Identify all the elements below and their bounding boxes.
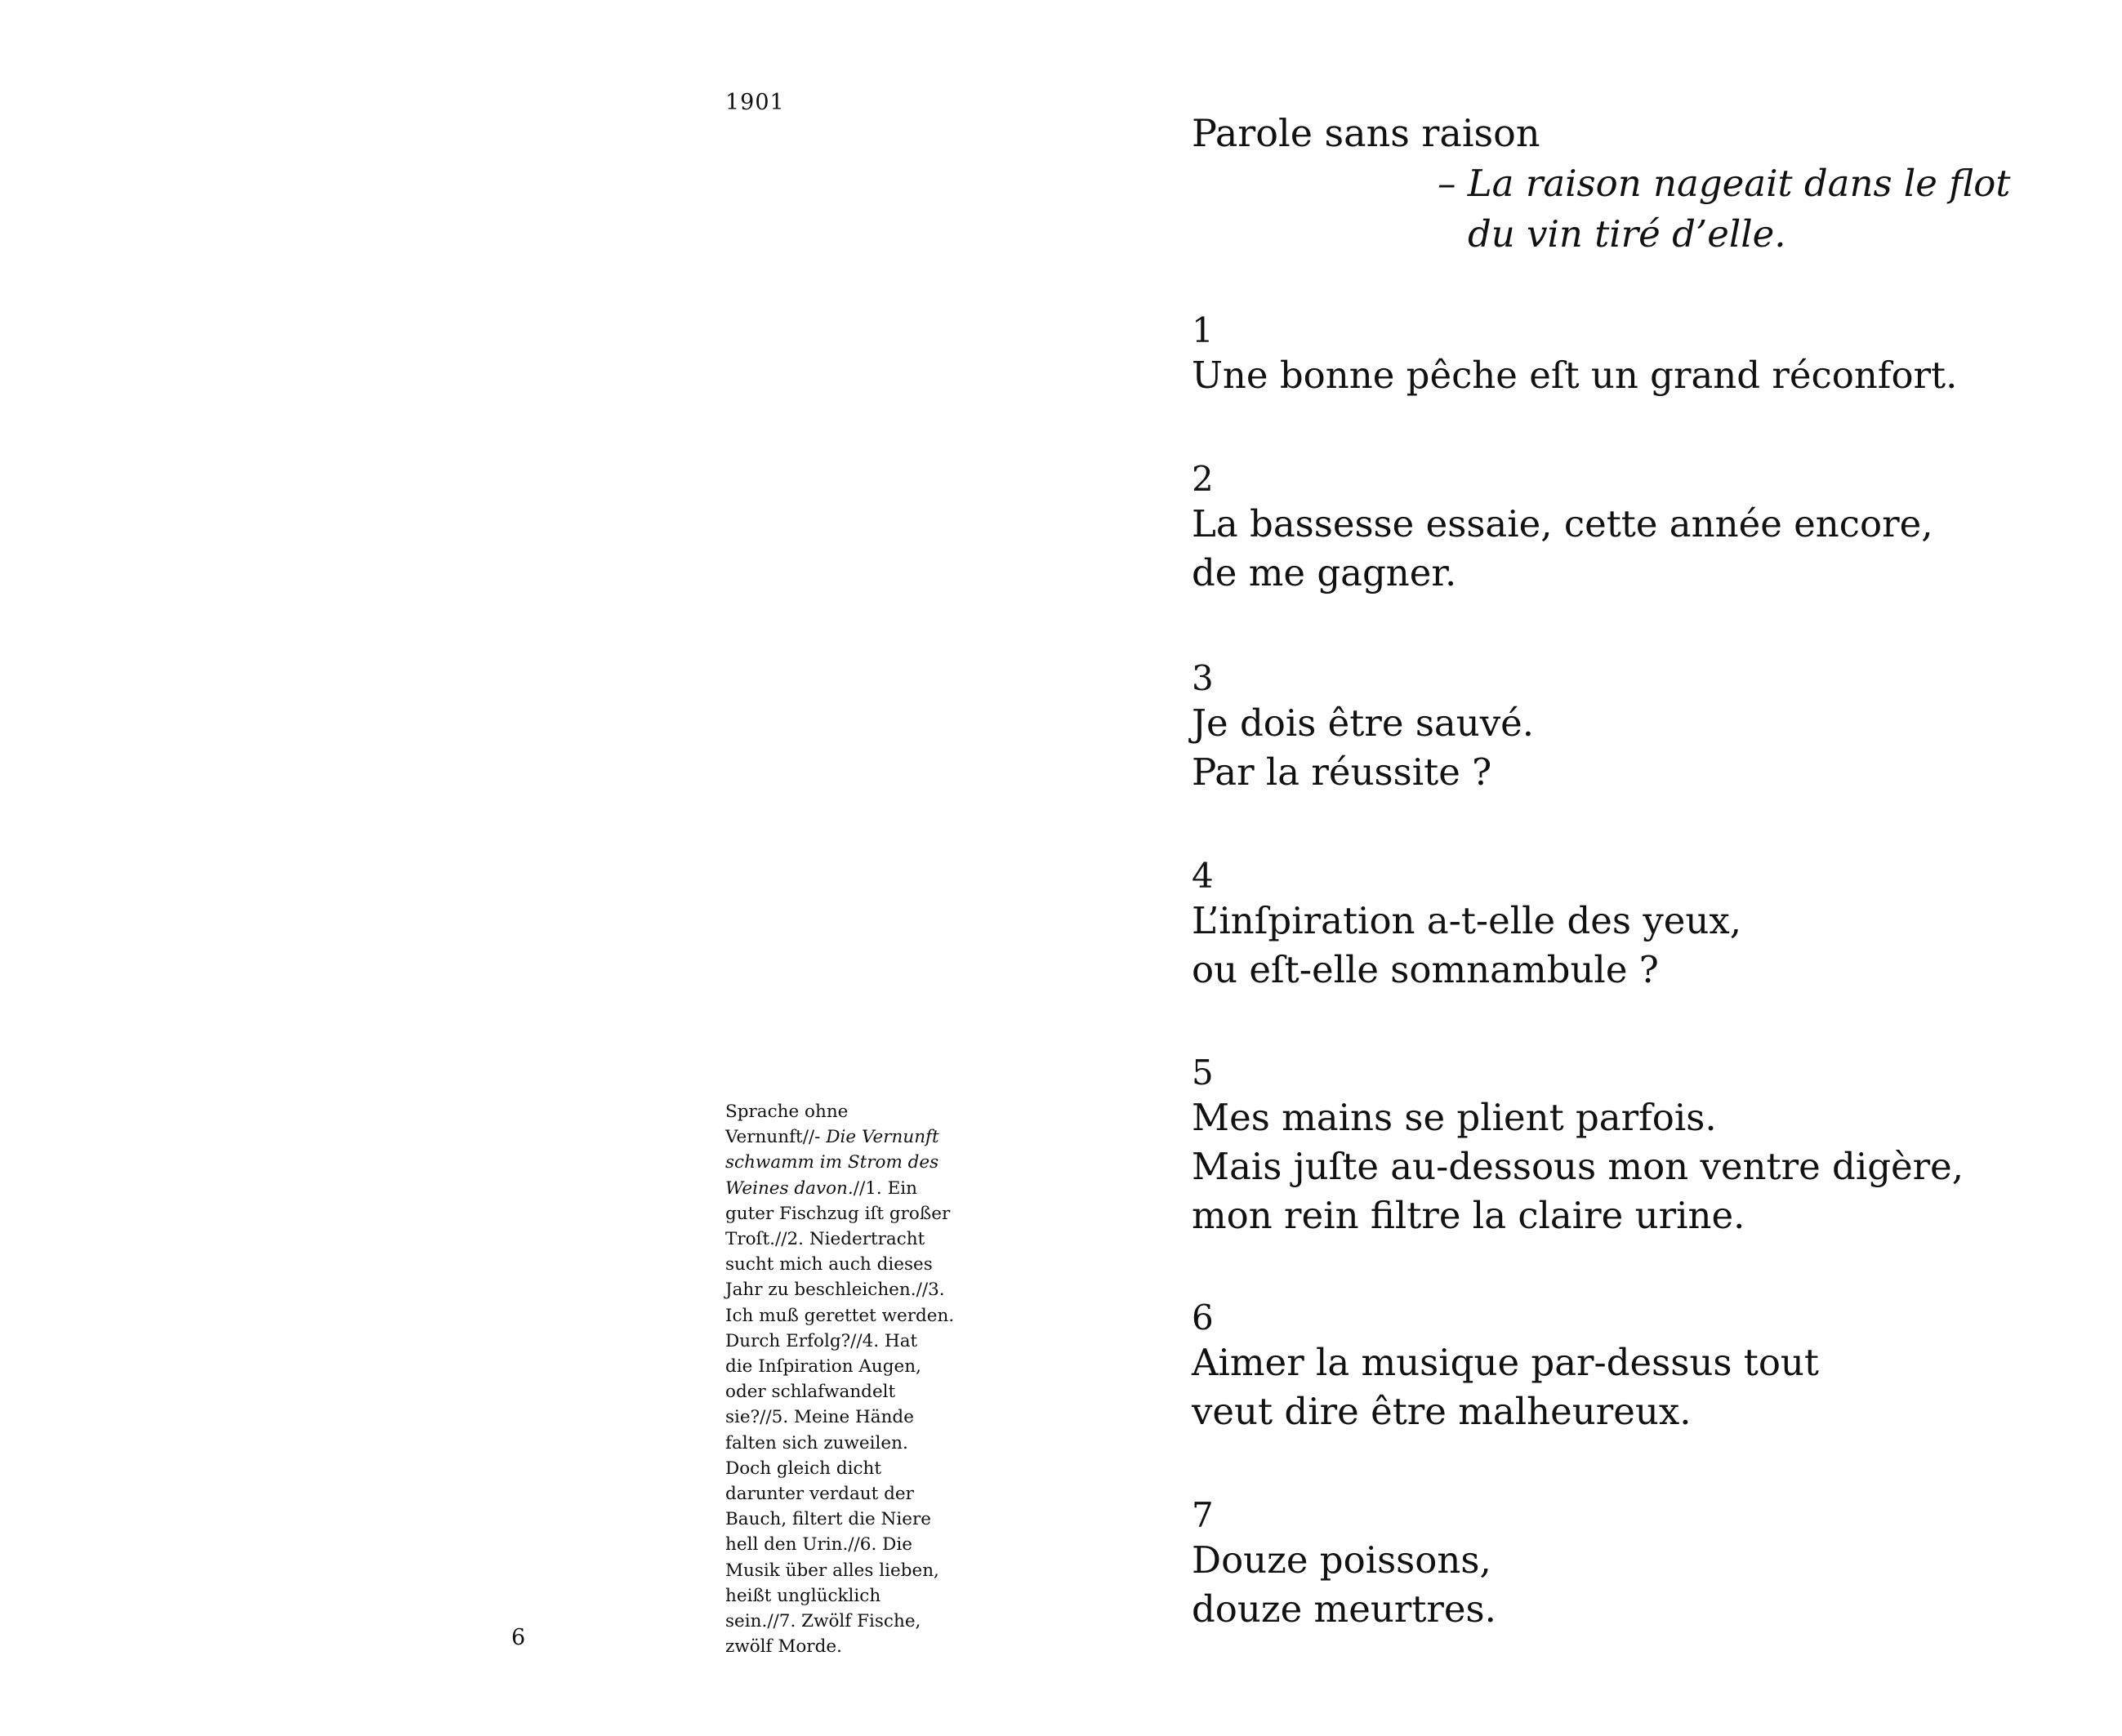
section-number: 4 xyxy=(1192,856,1214,896)
page-number: 6 xyxy=(511,1625,526,1650)
translation-line xyxy=(725,1252,954,1277)
verse-line: de me gagner. xyxy=(1192,551,1457,594)
verse-line: mon rein filtre la claire urine. xyxy=(1192,1194,1745,1237)
translation-line xyxy=(725,1201,954,1226)
translation-text: Bauch, filtert die Niere xyxy=(725,1509,931,1530)
poem-section-5 xyxy=(1192,1053,1964,1240)
section-number: 5 xyxy=(1192,1053,1214,1093)
translation-text: Sprache ohne xyxy=(725,1102,849,1122)
translation-text: oder schlafwandelt xyxy=(725,1382,896,1403)
verse-line: La bassesse essaie, cette année encore, xyxy=(1192,502,1933,545)
section-number: 6 xyxy=(1192,1298,1214,1338)
german-translation-note xyxy=(725,1099,954,1659)
translation-text: Durch Erfolg?//4. Hat xyxy=(725,1330,918,1351)
verse-line: Mais juſte au-dessous mon ventre digère, xyxy=(1192,1145,1964,1188)
running-head-year: 1901 xyxy=(725,90,785,115)
verse-line: Par la réussite ? xyxy=(1192,750,1492,794)
translation-text: Troſt.//2. Niedertracht xyxy=(725,1229,925,1250)
translation-text: guter Fischzug iſt großer xyxy=(725,1203,951,1224)
translation-text: die Inſpiration Augen, xyxy=(725,1356,921,1378)
poem-section-7 xyxy=(1192,1495,1496,1634)
translation-line xyxy=(725,1481,954,1507)
translation-text: Doch gleich dicht xyxy=(725,1458,882,1479)
translation-text: Musik über alles lieben, xyxy=(725,1560,939,1581)
translation-line xyxy=(725,1404,954,1430)
translation-italic-text: Die Vernunft xyxy=(826,1127,939,1148)
poem-section-1 xyxy=(1192,310,1958,400)
translation-text: zwölf Morde. xyxy=(725,1636,842,1658)
poem-section-3 xyxy=(1192,658,1535,797)
translation-text: //1. Ein xyxy=(853,1177,918,1199)
translation-text: Jahr zu beschleichen.//3. xyxy=(725,1280,945,1301)
translation-line xyxy=(725,1431,954,1456)
translation-line xyxy=(725,1329,954,1354)
translation-line xyxy=(725,1354,954,1379)
translation-text: sie?//5. Meine Hände xyxy=(725,1407,914,1428)
translation-text: darunter verdaut der xyxy=(725,1484,914,1505)
translation-line xyxy=(725,1609,954,1634)
verse-line: Aimer la musique par-dessus tout xyxy=(1192,1341,1819,1384)
translation-italic-text: Weines davon. xyxy=(725,1177,854,1199)
translation-text: falten sich zuweilen. xyxy=(725,1432,908,1453)
translation-line xyxy=(725,1150,954,1175)
verse-line: Une bonne pêche eſt un grand réconfort. xyxy=(1192,354,1958,397)
verse-line: douze meurtres. xyxy=(1192,1587,1496,1631)
poem-section-2 xyxy=(1192,459,1933,598)
translation-line xyxy=(725,1277,954,1302)
translation-line xyxy=(725,1303,954,1329)
section-number: 3 xyxy=(1192,658,1214,698)
epigraph xyxy=(1438,158,2010,260)
translation-line xyxy=(725,1507,954,1532)
translation-line xyxy=(725,1558,954,1583)
translation-line xyxy=(725,1099,954,1124)
translation-line xyxy=(725,1226,954,1252)
translation-text: sucht mich auch dieses xyxy=(725,1254,933,1275)
section-number: 2 xyxy=(1192,459,1214,499)
translation-line xyxy=(725,1124,954,1150)
verse-line: Douze poissons, xyxy=(1192,1538,1491,1582)
translation-text: heißt unglücklich xyxy=(725,1585,881,1606)
translation-line xyxy=(725,1379,954,1404)
verse-line: ou eſt-elle somnambule ? xyxy=(1192,948,1659,991)
translation-text: hell den Urin.//6. Die xyxy=(725,1534,912,1556)
translation-text: sein.//7. Zwölf Fische, xyxy=(725,1611,921,1632)
translation-italic-text: schwamm im Strom des xyxy=(725,1152,939,1173)
verse-line: Mes mains se plient parfois. xyxy=(1192,1096,1717,1139)
translation-line xyxy=(725,1456,954,1481)
translation-line xyxy=(725,1532,954,1557)
translation-line xyxy=(725,1634,954,1659)
epigraph-line: du vin tiré d’elle. xyxy=(1468,212,1786,256)
section-number: 1 xyxy=(1192,310,1214,350)
section-number: 7 xyxy=(1192,1495,1214,1535)
translation-text: Ich muß gerettet werden. xyxy=(725,1305,955,1326)
translation-text: Vernunft//- xyxy=(725,1127,827,1148)
verse-line: Je dois être sauvé. xyxy=(1192,701,1535,745)
poem-section-4 xyxy=(1192,856,1742,995)
translation-line xyxy=(725,1176,954,1201)
epigraph-line: – La raison nageait dans le flot xyxy=(1438,162,2011,205)
verse-line: veut dire être malheureux. xyxy=(1192,1390,1692,1433)
poem-title: Parole sans raison xyxy=(1192,111,1540,155)
translation-line xyxy=(725,1583,954,1609)
poem-section-6 xyxy=(1192,1298,1819,1436)
verse-line: L’inſpiration a-t-elle des yeux, xyxy=(1192,899,1742,942)
